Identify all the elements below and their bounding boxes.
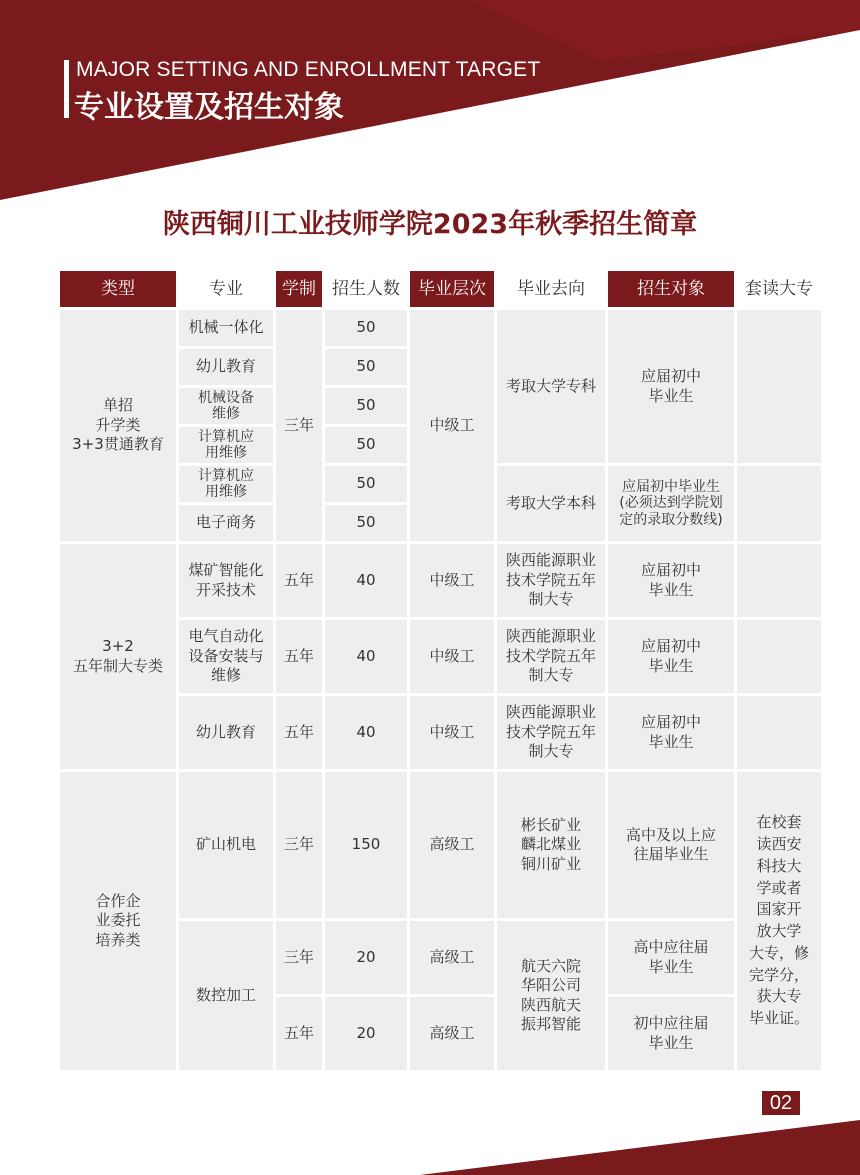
group2-destination-2: 陕西能源职业 技术学院五年 制大专	[497, 620, 605, 693]
footer-stripe	[0, 1105, 860, 1175]
group2-destination-1: 陕西能源职业 技术学院五年 制大专	[497, 544, 605, 617]
group3-count-3: 20	[325, 997, 407, 1070]
group3-destination-2: 航天六院 华阳公司 陕西航天 振邦智能	[497, 921, 605, 1070]
group3-target-1: 高中及以上应 往届毕业生	[608, 772, 734, 918]
group1-count-1: 50	[325, 310, 407, 346]
group3-destination-1: 彬长矿业 麟北煤业 铜川矿业	[497, 772, 605, 918]
group3-duration-1: 三年	[276, 772, 322, 918]
enrollment-table	[60, 271, 813, 1052]
group2-duration-3: 五年	[276, 696, 322, 769]
group3-duration-2: 三年	[276, 921, 322, 994]
group1-major-6: 电子商务	[179, 505, 273, 541]
group1-major-3: 机械设备 维修	[179, 388, 273, 424]
group2-duration-1: 五年	[276, 544, 322, 617]
header-count: 招生人数	[325, 271, 407, 307]
group1-college-b	[737, 466, 821, 541]
group1-count-3: 50	[325, 388, 407, 424]
group1-target-b: 应届初中毕业生 (必须达到学院划 定的录取分数线)	[608, 466, 734, 541]
header-college: 套读大专	[737, 271, 821, 307]
group3-type: 合作企 业委托 培养类	[60, 772, 176, 1070]
document-title: 陕西铜川工业技师学院2023年秋季招生简章	[162, 209, 698, 240]
english-section-title: MAJOR SETTING AND ENROLLMENT TARGET	[76, 58, 541, 81]
group2-duration-2: 五年	[276, 620, 322, 693]
group3-count-2: 20	[325, 921, 407, 994]
group3-level-2: 高级工	[410, 921, 494, 994]
header-duration: 学制	[276, 271, 322, 307]
page-number: 02	[762, 1091, 800, 1115]
group2-college-2	[737, 620, 821, 693]
group2-college-3	[737, 696, 821, 769]
header-level: 毕业层次	[410, 271, 494, 307]
group3-count-1: 150	[325, 772, 407, 918]
group3-major-1: 矿山机电	[179, 772, 273, 918]
group2-college-1	[737, 544, 821, 617]
group2-count-3: 40	[325, 696, 407, 769]
group2-count-1: 40	[325, 544, 407, 617]
group1-duration: 三年	[276, 310, 322, 541]
header-type: 类型	[60, 271, 176, 307]
group3-target-2: 高中应往届 毕业生	[608, 921, 734, 994]
group1-target-a: 应届初中 毕业生	[608, 310, 734, 463]
group3-duration-3: 五年	[276, 997, 322, 1070]
group1-destination-a: 考取大学专科	[497, 310, 605, 463]
group2-target-3: 应届初中 毕业生	[608, 696, 734, 769]
group3-major-2: 数控加工	[179, 921, 273, 1070]
group3-level-1: 高级工	[410, 772, 494, 918]
header-target: 招生对象	[608, 271, 734, 307]
group1-count-6: 50	[325, 505, 407, 541]
header-accent-bar	[64, 60, 69, 118]
group2-level-3: 中级工	[410, 696, 494, 769]
group2-count-2: 40	[325, 620, 407, 693]
header-destination: 毕业去向	[497, 271, 605, 307]
group1-major-2: 幼儿教育	[179, 349, 273, 385]
group2-major-2: 电气自动化 设备安装与 维修	[179, 620, 273, 693]
group1-major-4: 计算机应 用维修	[179, 427, 273, 463]
group1-major-5: 计算机应 用维修	[179, 466, 273, 502]
group2-type: 3+2 五年制大专类	[60, 544, 176, 769]
group1-destination-b: 考取大学本科	[497, 466, 605, 541]
group2-target-2: 应届初中 毕业生	[608, 620, 734, 693]
group1-major-1: 机械一体化	[179, 310, 273, 346]
group1-count-4: 50	[325, 427, 407, 463]
header-major: 专业	[179, 271, 273, 307]
group2-destination-3: 陕西能源职业 技术学院五年 制大专	[497, 696, 605, 769]
group2-level-1: 中级工	[410, 544, 494, 617]
group2-target-1: 应届初中 毕业生	[608, 544, 734, 617]
group1-count-2: 50	[325, 349, 407, 385]
group1-type: 单招 升学类 3+3贯通教育	[60, 310, 176, 541]
group1-college-a	[737, 310, 821, 463]
group3-level-3: 高级工	[410, 997, 494, 1070]
group3-college: 在校套 读西安 科技大 学或者 国家开 放大学 大专，修 完学分， 获大专 毕业证。	[737, 772, 821, 1070]
group2-level-2: 中级工	[410, 620, 494, 693]
group1-count-5: 50	[325, 466, 407, 502]
group3-target-3: 初中应往届 毕业生	[608, 997, 734, 1070]
chinese-section-title: 专业设置及招生对象	[74, 90, 344, 125]
group1-level: 中级工	[410, 310, 494, 541]
group2-major-1: 煤矿智能化 开采技术	[179, 544, 273, 617]
group2-major-3: 幼儿教育	[179, 696, 273, 769]
